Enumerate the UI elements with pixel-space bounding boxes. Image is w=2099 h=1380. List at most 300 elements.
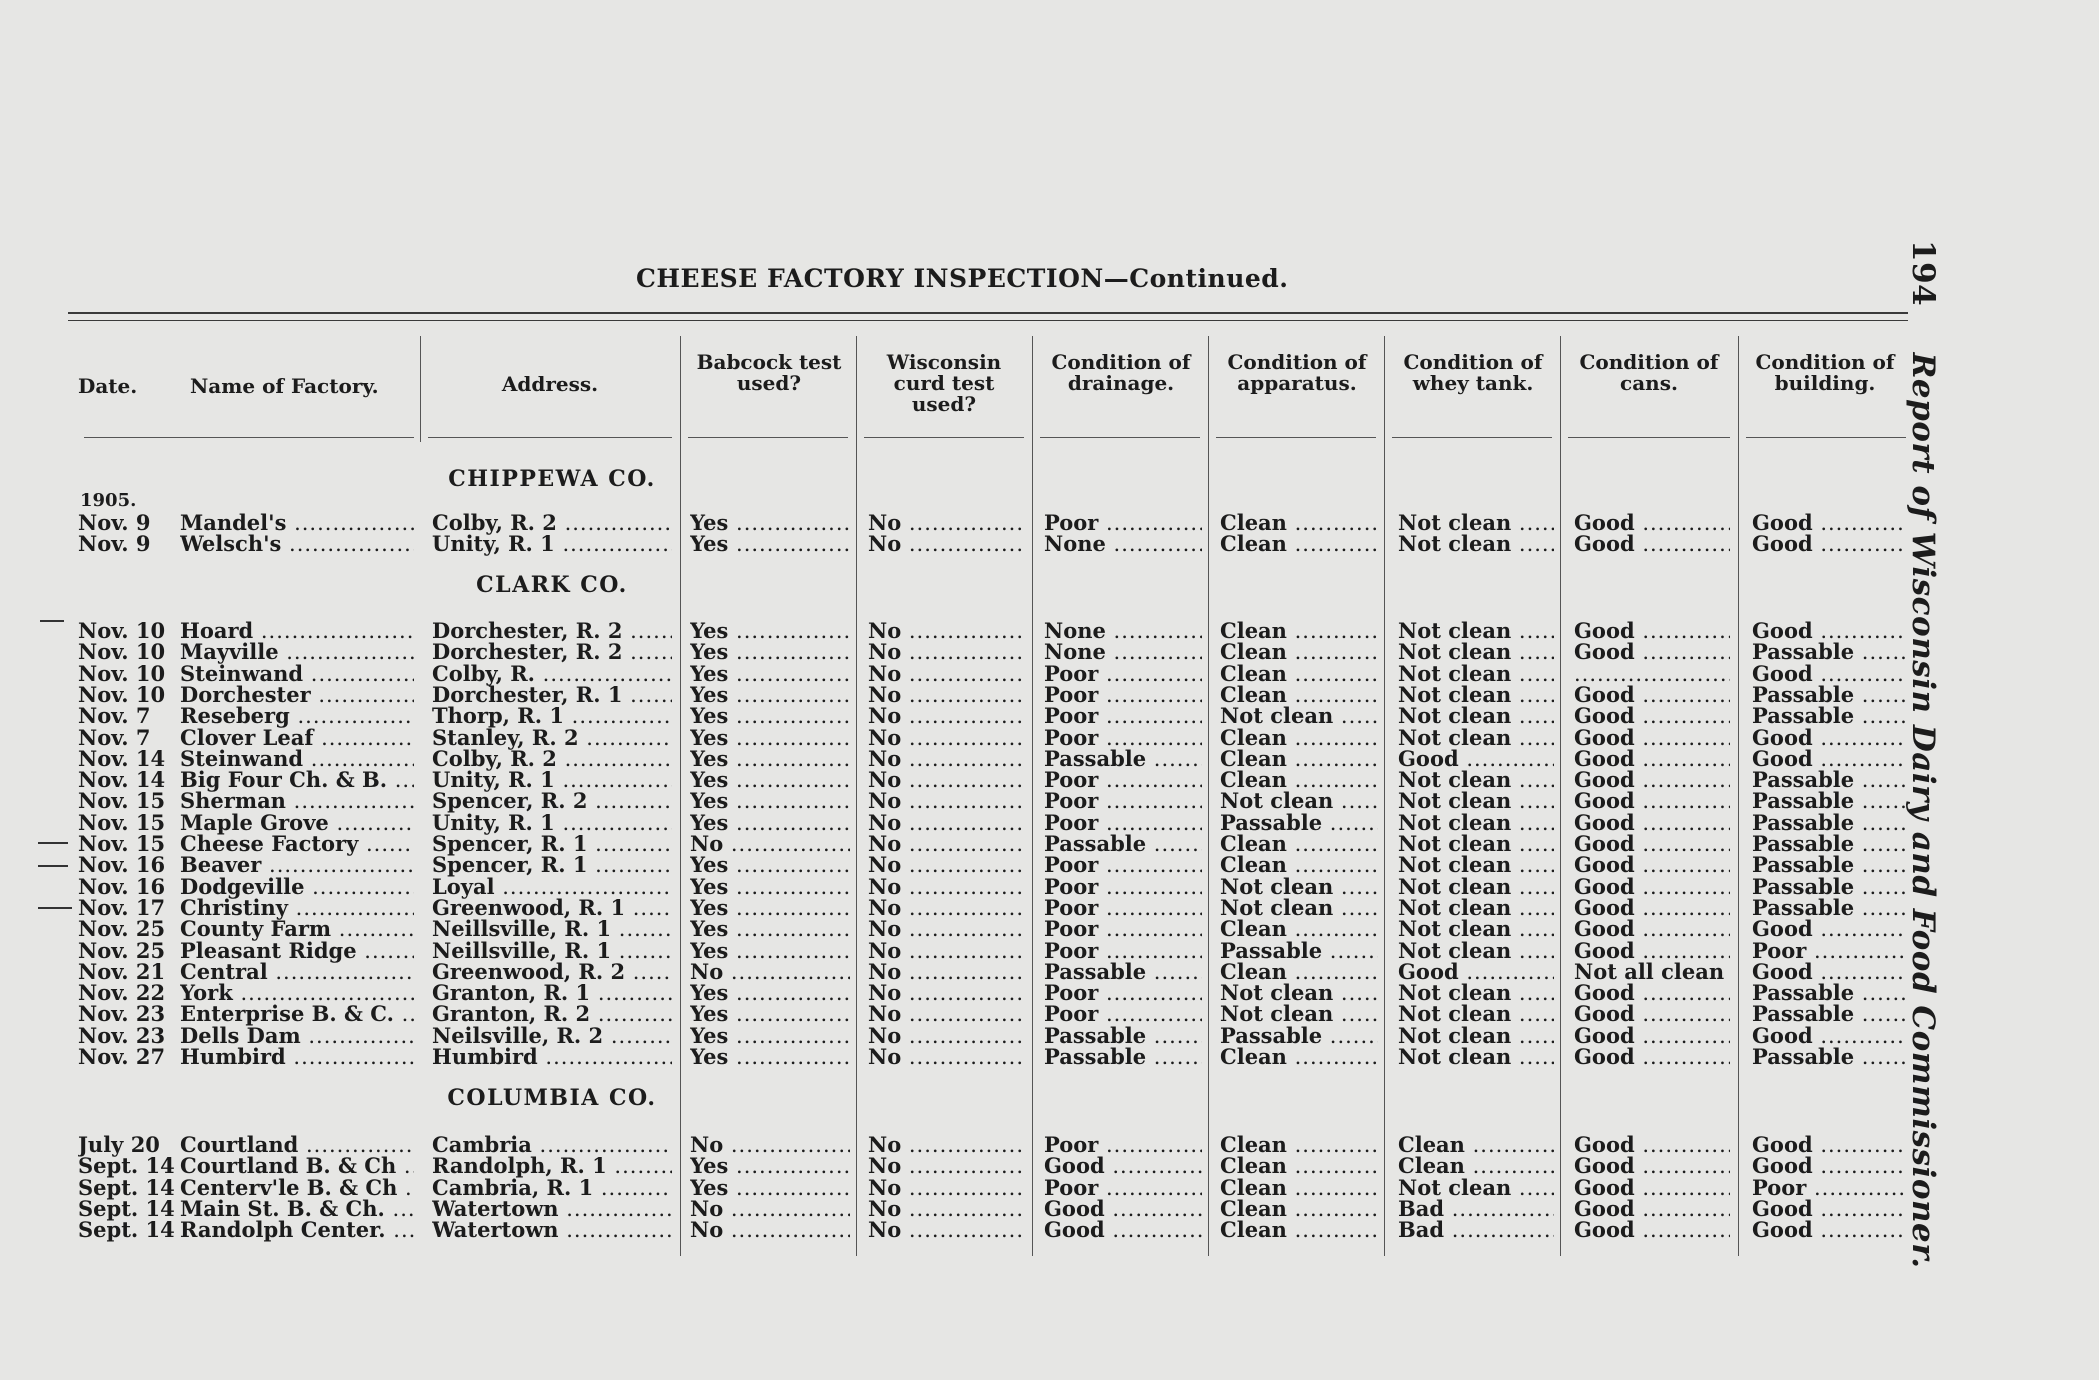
cell-apparatus: Clean .....	[1220, 531, 1378, 556]
cell-whey: Good .....	[1398, 746, 1554, 771]
header-underline	[864, 437, 1024, 438]
cell-building: Poor .....	[1752, 1175, 1906, 1200]
cell-date: Nov. 7	[78, 703, 151, 728]
cell-wisconsin: No .....	[868, 639, 1026, 664]
cell-building: Passable .....	[1752, 1044, 1906, 1069]
cell-babcock: Yes .....	[690, 810, 850, 835]
cell-date: Nov. 16	[78, 852, 166, 877]
cell-building: Passable .....	[1752, 682, 1906, 707]
cell-cans: Good .....	[1574, 1175, 1730, 1200]
cell-building: Passable .....	[1752, 703, 1906, 728]
cell-name: York .....	[180, 980, 414, 1005]
cell-building: Passable .....	[1752, 895, 1906, 920]
cell-whey: Not clean .....	[1398, 852, 1554, 877]
cell-address: Thorp, R. 1 .....	[432, 703, 672, 728]
cell-date: Nov. 21	[78, 959, 166, 984]
cell-building: Good .....	[1752, 725, 1906, 750]
cell-name: Mandel's .....	[180, 510, 414, 535]
pencil-mark	[38, 865, 68, 867]
header-name: Name of Factory.	[190, 374, 379, 398]
cell-apparatus: Clean .....	[1220, 510, 1378, 535]
cell-address: Randolph, R. 1 .....	[432, 1153, 672, 1178]
page-title: CHEESE FACTORY INSPECTION—Continued.	[636, 264, 1289, 293]
cell-wisconsin: No .....	[868, 703, 1026, 728]
cell-address: Dorchester, R. 2 .....	[432, 618, 672, 643]
cell-address: Colby, R. 2 .....	[432, 746, 672, 771]
cell-babcock: No .....	[690, 1196, 850, 1221]
cell-name: Randolph Center. .....	[180, 1217, 414, 1242]
cell-address: Watertown .....	[432, 1217, 672, 1242]
cell-wisconsin: No .....	[868, 510, 1026, 535]
cell-cans: Good .....	[1574, 1217, 1730, 1242]
cell-building: Passable .....	[1752, 767, 1906, 792]
cell-name: Centerv'le B. & Ch .....	[180, 1175, 414, 1200]
cell-apparatus: Clean .....	[1220, 1217, 1378, 1242]
cell-babcock: Yes .....	[690, 916, 850, 941]
cell-building: Passable .....	[1752, 980, 1906, 1005]
cell-wisconsin: No .....	[868, 810, 1026, 835]
cell-babcock: Yes .....	[690, 1044, 850, 1069]
cell-date: Nov. 10	[78, 682, 166, 707]
cell-date: Sept. 14	[78, 1217, 175, 1242]
cell-wisconsin: No .....	[868, 661, 1026, 686]
cell-address: Cambria .....	[432, 1132, 672, 1157]
cell-cans: Good .....	[1574, 895, 1730, 920]
cell-name: Dorchester .....	[180, 682, 414, 707]
cell-babcock: Yes .....	[690, 703, 850, 728]
header-date: Date.	[78, 374, 138, 398]
cell-whey: Clean .....	[1398, 1153, 1554, 1178]
cell-whey: Good .....	[1398, 959, 1554, 984]
cell-cans: Good .....	[1574, 746, 1730, 771]
cell-babcock: Yes .....	[690, 767, 850, 792]
cell-babcock: Yes .....	[690, 682, 850, 707]
cell-name: Big Four Ch. & B. .....	[180, 767, 414, 792]
cell-drainage: Poor .....	[1044, 1132, 1202, 1157]
cell-wisconsin: No .....	[868, 980, 1026, 1005]
cell-apparatus: Passable .....	[1220, 1023, 1378, 1048]
cell-address: Greenwood, R. 1 .....	[432, 895, 672, 920]
cell-apparatus: Not clean .....	[1220, 1001, 1378, 1026]
cell-address: Unity, R. 1 .....	[432, 531, 672, 556]
cell-cans: Good .....	[1574, 1044, 1730, 1069]
cell-cans: Good .....	[1574, 703, 1730, 728]
column-divider	[856, 336, 857, 1256]
cell-drainage: Poor .....	[1044, 661, 1202, 686]
cell-drainage: None .....	[1044, 618, 1202, 643]
column-divider	[680, 336, 681, 1256]
cell-name: Steinwand .....	[180, 746, 414, 771]
cell-wisconsin: No .....	[868, 1175, 1026, 1200]
cell-whey: Not clean .....	[1398, 767, 1554, 792]
cell-date: Nov. 9	[78, 510, 151, 535]
cell-building: Good .....	[1752, 1196, 1906, 1221]
side-running-head	[1905, 240, 1941, 1269]
cell-babcock: No .....	[690, 959, 850, 984]
cell-name: Cheese Factory .....	[180, 831, 414, 856]
cell-apparatus: Not clean .....	[1220, 703, 1378, 728]
cell-address: Dorchester, R. 1 .....	[432, 682, 672, 707]
cell-name: Sherman .....	[180, 788, 414, 813]
column-divider	[1208, 336, 1209, 1256]
cell-apparatus: Clean .....	[1220, 618, 1378, 643]
cell-babcock: Yes .....	[690, 1023, 850, 1048]
cell-babcock: Yes .....	[690, 1001, 850, 1026]
cell-babcock: Yes .....	[690, 531, 850, 556]
cell-cans: Good .....	[1574, 788, 1730, 813]
cell-wisconsin: No .....	[868, 852, 1026, 877]
top-rule	[68, 312, 1908, 314]
cell-wisconsin: No .....	[868, 767, 1026, 792]
cell-name: County Farm .....	[180, 916, 414, 941]
top-rule-thin	[68, 320, 1908, 321]
cell-apparatus: Clean .....	[1220, 639, 1378, 664]
cell-wisconsin: No .....	[868, 1001, 1026, 1026]
cell-date: Nov. 15	[78, 831, 166, 856]
cell-drainage: Poor .....	[1044, 810, 1202, 835]
header-drainage: Condition of drainage.	[1051, 350, 1191, 395]
cell-drainage: Good .....	[1044, 1153, 1202, 1178]
cell-babcock: No .....	[690, 1132, 850, 1157]
cell-building: Good .....	[1752, 1023, 1906, 1048]
cell-apparatus: Clean .....	[1220, 1196, 1378, 1221]
cell-whey: Bad .....	[1398, 1196, 1554, 1221]
cell-name: Dells Dam .....	[180, 1023, 414, 1048]
column-divider	[1032, 336, 1033, 1256]
cell-drainage: Passable .....	[1044, 746, 1202, 771]
cell-name: Maple Grove .....	[180, 810, 414, 835]
cell-whey: Not clean .....	[1398, 788, 1554, 813]
cell-name: Pleasant Ridge .....	[180, 938, 414, 963]
cell-date: July 20	[78, 1132, 160, 1157]
cell-date: Nov. 15	[78, 788, 166, 813]
cell-whey: Not clean .....	[1398, 725, 1554, 750]
cell-address: Colby, R. .....	[432, 661, 672, 686]
cell-address: Humbird .....	[432, 1044, 672, 1069]
running-head-title: Report of Wisconsin Dairy and Food Commissioner.	[1905, 352, 1941, 1269]
cell-apparatus: Clean .....	[1220, 1175, 1378, 1200]
header-apparatus: Condition of apparatus.	[1227, 350, 1367, 395]
cell-babcock: Yes .....	[690, 746, 850, 771]
cell-babcock: Yes .....	[690, 788, 850, 813]
cell-whey: Not clean .....	[1398, 1044, 1554, 1069]
county-heading: CLARK CO.	[476, 572, 628, 598]
header-underline	[1040, 437, 1200, 438]
cell-cans: Good .....	[1574, 938, 1730, 963]
cell-name: Mayville .....	[180, 639, 414, 664]
cell-date: Nov. 14	[78, 746, 166, 771]
header-underline	[84, 437, 414, 438]
cell-cans: Good .....	[1574, 510, 1730, 535]
cell-cans: Not all clean .....	[1574, 959, 1730, 984]
cell-building: Good .....	[1752, 1132, 1906, 1157]
cell-babcock: Yes .....	[690, 1153, 850, 1178]
cell-building: Good .....	[1752, 531, 1906, 556]
county-heading: COLUMBIA CO.	[447, 1085, 657, 1111]
cell-whey: Not clean .....	[1398, 639, 1554, 664]
cell-wisconsin: No .....	[868, 1132, 1026, 1157]
cell-cans: Good .....	[1574, 725, 1730, 750]
cell-wisconsin: No .....	[868, 788, 1026, 813]
cell-apparatus: Clean .....	[1220, 1132, 1378, 1157]
pencil-mark	[38, 842, 68, 844]
cell-building: Good .....	[1752, 746, 1906, 771]
cell-wisconsin: No .....	[868, 938, 1026, 963]
column-divider	[420, 336, 421, 442]
cell-apparatus: Clean .....	[1220, 916, 1378, 941]
cell-whey: Clean .....	[1398, 1132, 1554, 1157]
cell-address: Cambria, R. 1 .....	[432, 1175, 672, 1200]
header-underline	[1216, 437, 1376, 438]
cell-babcock: Yes .....	[690, 980, 850, 1005]
cell-building: Good .....	[1752, 510, 1906, 535]
cell-drainage: Good .....	[1044, 1196, 1202, 1221]
cell-drainage: None .....	[1044, 531, 1202, 556]
cell-cans: Good .....	[1574, 916, 1730, 941]
cell-date: Nov. 27	[78, 1044, 166, 1069]
header-building: Condition of building.	[1755, 350, 1895, 395]
cell-whey: Not clean .....	[1398, 1175, 1554, 1200]
cell-whey: Not clean .....	[1398, 618, 1554, 643]
cell-date: Nov. 15	[78, 810, 166, 835]
cell-cans: Good .....	[1574, 767, 1730, 792]
pencil-mark	[40, 620, 64, 622]
year-label: 1905.	[80, 490, 137, 511]
cell-address: Stanley, R. 2 .....	[432, 725, 672, 750]
page-number: 194	[1905, 240, 1941, 307]
cell-drainage: Poor .....	[1044, 682, 1202, 707]
cell-wisconsin: No .....	[868, 531, 1026, 556]
cell-babcock: Yes .....	[690, 874, 850, 899]
cell-building: Passable .....	[1752, 639, 1906, 664]
cell-address: Dorchester, R. 2 .....	[432, 639, 672, 664]
cell-cans: Good .....	[1574, 852, 1730, 877]
cell-babcock: Yes .....	[690, 852, 850, 877]
cell-name: Steinwand .....	[180, 661, 414, 686]
cell-name: Courtland .....	[180, 1132, 414, 1157]
cell-name: Reseberg .....	[180, 703, 414, 728]
cell-date: Nov. 22	[78, 980, 166, 1005]
cell-building: Passable .....	[1752, 1001, 1906, 1026]
cell-wisconsin: No .....	[868, 959, 1026, 984]
cell-drainage: Poor .....	[1044, 852, 1202, 877]
cell-date: Nov. 17	[78, 895, 166, 920]
cell-wisconsin: No .....	[868, 682, 1026, 707]
cell-apparatus: Clean .....	[1220, 852, 1378, 877]
cell-name: Courtland B. & Ch .....	[180, 1153, 414, 1178]
cell-cans: Good .....	[1574, 531, 1730, 556]
cell-cans: Good .....	[1574, 1153, 1730, 1178]
cell-whey: Not clean .....	[1398, 1001, 1554, 1026]
cell-cans: Good .....	[1574, 874, 1730, 899]
column-divider	[1560, 336, 1561, 1256]
cell-cans: Good .....	[1574, 639, 1730, 664]
column-divider	[1738, 336, 1739, 1256]
cell-wisconsin: No .....	[868, 1044, 1026, 1069]
cell-apparatus: Passable .....	[1220, 810, 1378, 835]
cell-babcock: Yes .....	[690, 639, 850, 664]
pencil-mark	[38, 907, 72, 909]
cell-babcock: No .....	[690, 1217, 850, 1242]
cell-apparatus: Clean .....	[1220, 661, 1378, 686]
header-underline	[688, 437, 848, 438]
cell-drainage: Passable .....	[1044, 959, 1202, 984]
header-underline	[428, 437, 672, 438]
cell-address: Unity, R. 1 .....	[432, 810, 672, 835]
cell-apparatus: Not clean .....	[1220, 980, 1378, 1005]
cell-building: Passable .....	[1752, 852, 1906, 877]
cell-building: Good .....	[1752, 1217, 1906, 1242]
cell-apparatus: Clean .....	[1220, 959, 1378, 984]
cell-drainage: Poor .....	[1044, 938, 1202, 963]
cell-name: Welsch's .....	[180, 531, 414, 556]
cell-babcock: No .....	[690, 831, 850, 856]
cell-address: Spencer, R. 1 .....	[432, 852, 672, 877]
cell-apparatus: Not clean .....	[1220, 788, 1378, 813]
cell-wisconsin: No .....	[868, 618, 1026, 643]
cell-date: Nov. 23	[78, 1023, 166, 1048]
cell-cans: Good .....	[1574, 810, 1730, 835]
cell-drainage: Passable .....	[1044, 1023, 1202, 1048]
cell-date: Nov. 14	[78, 767, 166, 792]
cell-address: Granton, R. 2 .....	[432, 1001, 672, 1026]
cell-whey: Not clean .....	[1398, 874, 1554, 899]
cell-drainage: Poor .....	[1044, 1001, 1202, 1026]
cell-date: Nov. 25	[78, 916, 166, 941]
cell-drainage: Poor .....	[1044, 510, 1202, 535]
cell-cans: Good .....	[1574, 1132, 1730, 1157]
cell-address: Neillsville, R. 1 .....	[432, 938, 672, 963]
cell-address: Spencer, R. 1 .....	[432, 831, 672, 856]
cell-whey: Not clean .....	[1398, 831, 1554, 856]
cell-name: Main St. B. & Ch. .....	[180, 1196, 414, 1221]
cell-apparatus: Clean .....	[1220, 1153, 1378, 1178]
cell-address: Greenwood, R. 2 .....	[432, 959, 672, 984]
county-heading: CHIPPEWA CO.	[448, 466, 656, 492]
cell-whey: Bad .....	[1398, 1217, 1554, 1242]
cell-date: Nov. 10	[78, 618, 166, 643]
cell-drainage: Poor .....	[1044, 703, 1202, 728]
cell-address: Neilsville, R. 2 .....	[432, 1023, 672, 1048]
cell-drainage: Poor .....	[1044, 788, 1202, 813]
cell-apparatus: Not clean .....	[1220, 895, 1378, 920]
cell-name: Humbird .....	[180, 1044, 414, 1069]
cell-drainage: Good .....	[1044, 1217, 1202, 1242]
cell-cans: Good .....	[1574, 1023, 1730, 1048]
cell-date: Nov. 23	[78, 1001, 166, 1026]
cell-whey: Not clean .....	[1398, 682, 1554, 707]
cell-apparatus: Clean .....	[1220, 725, 1378, 750]
cell-wisconsin: No .....	[868, 1023, 1026, 1048]
header-whey: Condition of whey tank.	[1403, 350, 1543, 395]
cell-address: Granton, R. 1 .....	[432, 980, 672, 1005]
cell-cans: Good .....	[1574, 618, 1730, 643]
cell-name: Dodgeville .....	[180, 874, 414, 899]
cell-address: Loyal .....	[432, 874, 672, 899]
cell-apparatus: Clean .....	[1220, 1044, 1378, 1069]
cell-address: Unity, R. 1 .....	[432, 767, 672, 792]
cell-apparatus: Clean .....	[1220, 831, 1378, 856]
header-cans: Condition of cans.	[1579, 350, 1719, 395]
cell-cans: Good .....	[1574, 980, 1730, 1005]
cell-name: Beaver .....	[180, 852, 414, 877]
cell-wisconsin: No .....	[868, 1217, 1026, 1242]
cell-drainage: Poor .....	[1044, 725, 1202, 750]
cell-whey: Not clean .....	[1398, 810, 1554, 835]
column-divider	[1384, 336, 1385, 1256]
cell-address: Spencer, R. 2 .....	[432, 788, 672, 813]
cell-wisconsin: No .....	[868, 1196, 1026, 1221]
cell-apparatus: Not clean .....	[1220, 874, 1378, 899]
cell-whey: Not clean .....	[1398, 895, 1554, 920]
cell-whey: Not clean .....	[1398, 916, 1554, 941]
cell-wisconsin: No .....	[868, 916, 1026, 941]
cell-whey: Not clean .....	[1398, 1023, 1554, 1048]
cell-drainage: Poor .....	[1044, 1175, 1202, 1200]
cell-wisconsin: No .....	[868, 1153, 1026, 1178]
cell-wisconsin: No .....	[868, 895, 1026, 920]
cell-babcock: Yes .....	[690, 661, 850, 686]
cell-cans: Good .....	[1574, 831, 1730, 856]
cell-babcock: Yes .....	[690, 1175, 850, 1200]
cell-wisconsin: No .....	[868, 746, 1026, 771]
cell-building: Good .....	[1752, 661, 1906, 686]
cell-babcock: Yes .....	[690, 938, 850, 963]
cell-date: Nov. 7	[78, 725, 151, 750]
cell-address: Neillsville, R. 1 .....	[432, 916, 672, 941]
header-wisconsin: Wisconsin curd test used?	[886, 350, 1002, 416]
cell-drainage: None .....	[1044, 639, 1202, 664]
cell-apparatus: Passable .....	[1220, 938, 1378, 963]
cell-name: Central .....	[180, 959, 414, 984]
cell-apparatus: Clean .....	[1220, 746, 1378, 771]
cell-cans: Good .....	[1574, 1196, 1730, 1221]
cell-drainage: Passable .....	[1044, 1044, 1202, 1069]
cell-date: Sept. 14	[78, 1153, 175, 1178]
cell-babcock: Yes .....	[690, 618, 850, 643]
cell-wisconsin: No .....	[868, 874, 1026, 899]
cell-date: Nov. 16	[78, 874, 166, 899]
cell-wisconsin: No .....	[868, 725, 1026, 750]
cell-building: Good .....	[1752, 916, 1906, 941]
cell-date: Nov. 10	[78, 639, 166, 664]
cell-building: Passable .....	[1752, 874, 1906, 899]
cell-whey: Not clean .....	[1398, 703, 1554, 728]
cell-apparatus: Clean .....	[1220, 682, 1378, 707]
cell-building: Good .....	[1752, 959, 1906, 984]
cell-date: Nov. 25	[78, 938, 166, 963]
cell-name: Hoard .....	[180, 618, 414, 643]
header-underline	[1392, 437, 1552, 438]
cell-date: Nov. 9	[78, 531, 151, 556]
header-babcock: Babcock test used?	[696, 350, 842, 395]
cell-babcock: Yes .....	[690, 725, 850, 750]
cell-apparatus: Clean .....	[1220, 767, 1378, 792]
cell-building: Poor .....	[1752, 938, 1906, 963]
cell-building: Passable .....	[1752, 831, 1906, 856]
cell-babcock: Yes .....	[690, 510, 850, 535]
cell-whey: Not clean .....	[1398, 661, 1554, 686]
cell-name: Christiny .....	[180, 895, 414, 920]
cell-whey: Not clean .....	[1398, 510, 1554, 535]
cell-drainage: Poor .....	[1044, 895, 1202, 920]
cell-wisconsin: No .....	[868, 831, 1026, 856]
cell-address: Colby, R. 2 .....	[432, 510, 672, 535]
cell-address: Watertown .....	[432, 1196, 672, 1221]
cell-date: Sept. 14	[78, 1196, 175, 1221]
cell-whey: Not clean .....	[1398, 980, 1554, 1005]
cell-drainage: Poor .....	[1044, 980, 1202, 1005]
